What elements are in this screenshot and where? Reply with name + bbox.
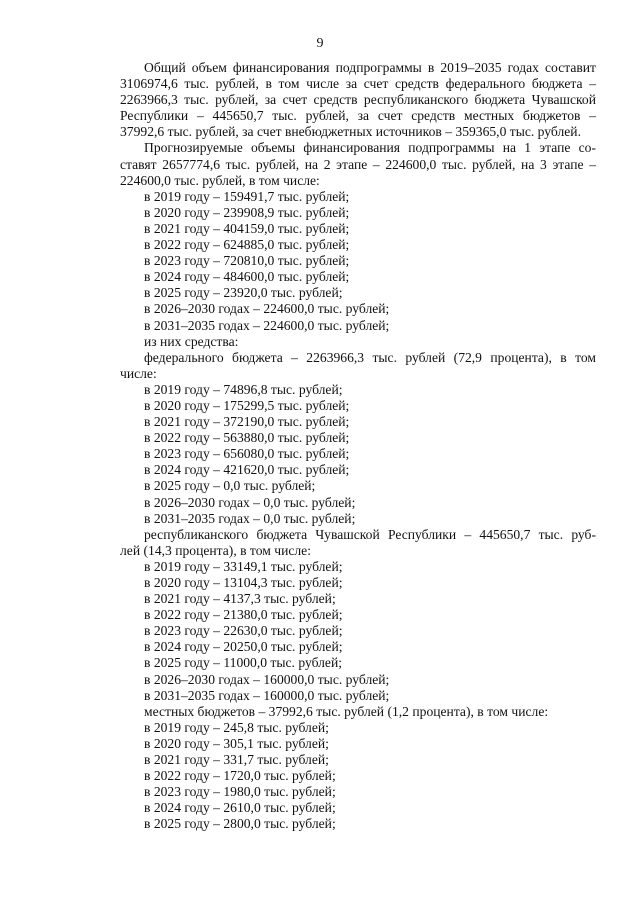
list-item: в 2024 году – 20250,0 тыс. рублей; xyxy=(144,639,343,655)
list-item: в 2024 году – 2610,0 тыс. рублей; xyxy=(144,800,336,816)
list-item: в 2021 году – 404159,0 тыс. рублей; xyxy=(144,220,350,236)
list-item: в 2019 году – 159491,7 тыс. рублей; xyxy=(144,188,350,204)
paragraph-line: числе: xyxy=(120,365,157,381)
list-item: в 2031–2035 годах – 0,0 тыс. рублей; xyxy=(144,510,356,526)
list-item: в 2023 году – 656080,0 тыс. рублей; xyxy=(144,446,350,462)
list-item: в 2020 году – 13104,3 тыс. рублей; xyxy=(144,575,343,590)
list-item: в 2026–2030 годах – 160000,0 тыс. рублей; xyxy=(144,671,390,687)
list-item: в 2023 году – 1980,0 тыс. рублей; xyxy=(144,784,336,800)
list-item: в 2022 году – 21380,0 тыс. рублей; xyxy=(144,607,343,623)
list-item: в 2020 году – 305,1 тыс. рублей; xyxy=(144,735,329,751)
page-number: 9 xyxy=(316,36,324,51)
list-item: местных бюджетов – 37992,6 тыс. рублей (1,2 процента), в том числе: xyxy=(144,703,549,719)
list-item: в 2021 году – 372190,0 тыс. рублей; xyxy=(144,414,350,430)
document-body xyxy=(120,60,596,833)
paragraph-line: Общий объем финансирования подпрограммы в 2019–2035 годах составит xyxy=(144,60,596,75)
list-item: в 2024 году – 421620,0 тыс. рублей; xyxy=(144,462,350,478)
list-item: в 2019 году – 74896,8 тыс. рублей; xyxy=(144,381,343,397)
list-item: в 2024 году – 484600,0 тыс. рублей; xyxy=(144,269,350,285)
paragraph-line: 3106974,6 тыс. рублей, в том числе за счет средств федерального бюджета – xyxy=(120,76,596,92)
list-item: в 2023 году – 720810,0 тыс. рублей; xyxy=(144,253,350,269)
list-item: в 2031–2035 годах – 160000,0 тыс. рублей; xyxy=(144,687,390,703)
list-item: в 2025 году – 2800,0 тыс. рублей; xyxy=(144,816,336,832)
list-item: в 2031–2035 годах – 224600,0 тыс. рублей; xyxy=(144,317,390,333)
paragraph-line: республиканского бюджета Чувашской Республики – 445650,7 тыс. руб- xyxy=(144,526,596,542)
paragraph-line: 224600,0 тыс. рублей, в том числе: xyxy=(120,172,320,188)
list-item: в 2020 году – 239908,9 тыс. рублей; xyxy=(144,204,350,220)
list-item: в 2021 году – 4137,3 тыс. рублей; xyxy=(144,591,336,607)
list-item: в 2025 году – 23920,0 тыс. рублей; xyxy=(144,285,343,301)
list-item: в 2025 году – 0,0 тыс. рублей; xyxy=(144,478,316,494)
list-item: в 2025 году – 11000,0 тыс. рублей; xyxy=(144,655,343,671)
list-item: в 2026–2030 годах – 0,0 тыс. рублей; xyxy=(144,494,356,510)
paragraph-line: Прогнозируемые объемы финансирования подпрограммы на 1 этапе со- xyxy=(144,140,596,156)
paragraph-line: Республики – 445650,7 тыс. рублей, за счет средств местных бюджетов – xyxy=(120,108,596,124)
list-item: в 2022 году – 563880,0 тыс. рублей; xyxy=(144,430,350,446)
list-item: в 2022 году – 1720,0 тыс. рублей; xyxy=(144,768,336,784)
list-item: в 2020 году – 175299,5 тыс. рублей; xyxy=(144,397,350,413)
list-item: в 2021 году – 331,7 тыс. рублей; xyxy=(144,752,329,768)
list-item: в 2026–2030 годах – 224600,0 тыс. рублей; xyxy=(144,301,390,317)
paragraph-line: лей (14,3 процента), в том числе: xyxy=(120,542,311,558)
paragraph-line: ставят 2657774,6 тыс. рублей, на 2 этапе – 224600,0 тыс. рублей, на 3 этапе – xyxy=(120,156,596,172)
list-item: в 2023 году – 22630,0 тыс. рублей; xyxy=(144,623,343,639)
list-item: в 2019 году – 245,8 тыс. рублей; xyxy=(144,719,329,735)
list-item: в 2019 году – 33149,1 тыс. рублей; xyxy=(144,558,343,574)
paragraph-line: 37992,6 тыс. рублей, за счет внебюджетных источников – 359365,0 тыс. рублей. xyxy=(120,124,581,140)
list-item: из них средства: xyxy=(144,333,239,349)
paragraph-line: федерального бюджета – 2263966,3 тыс. рублей (72,9 процента), в том xyxy=(144,349,596,365)
paragraph-line: 2263966,3 тыс. рублей, за счет средств республиканского бюджета Чувашской xyxy=(120,92,596,108)
list-item: в 2022 году – 624885,0 тыс. рублей; xyxy=(144,237,350,253)
